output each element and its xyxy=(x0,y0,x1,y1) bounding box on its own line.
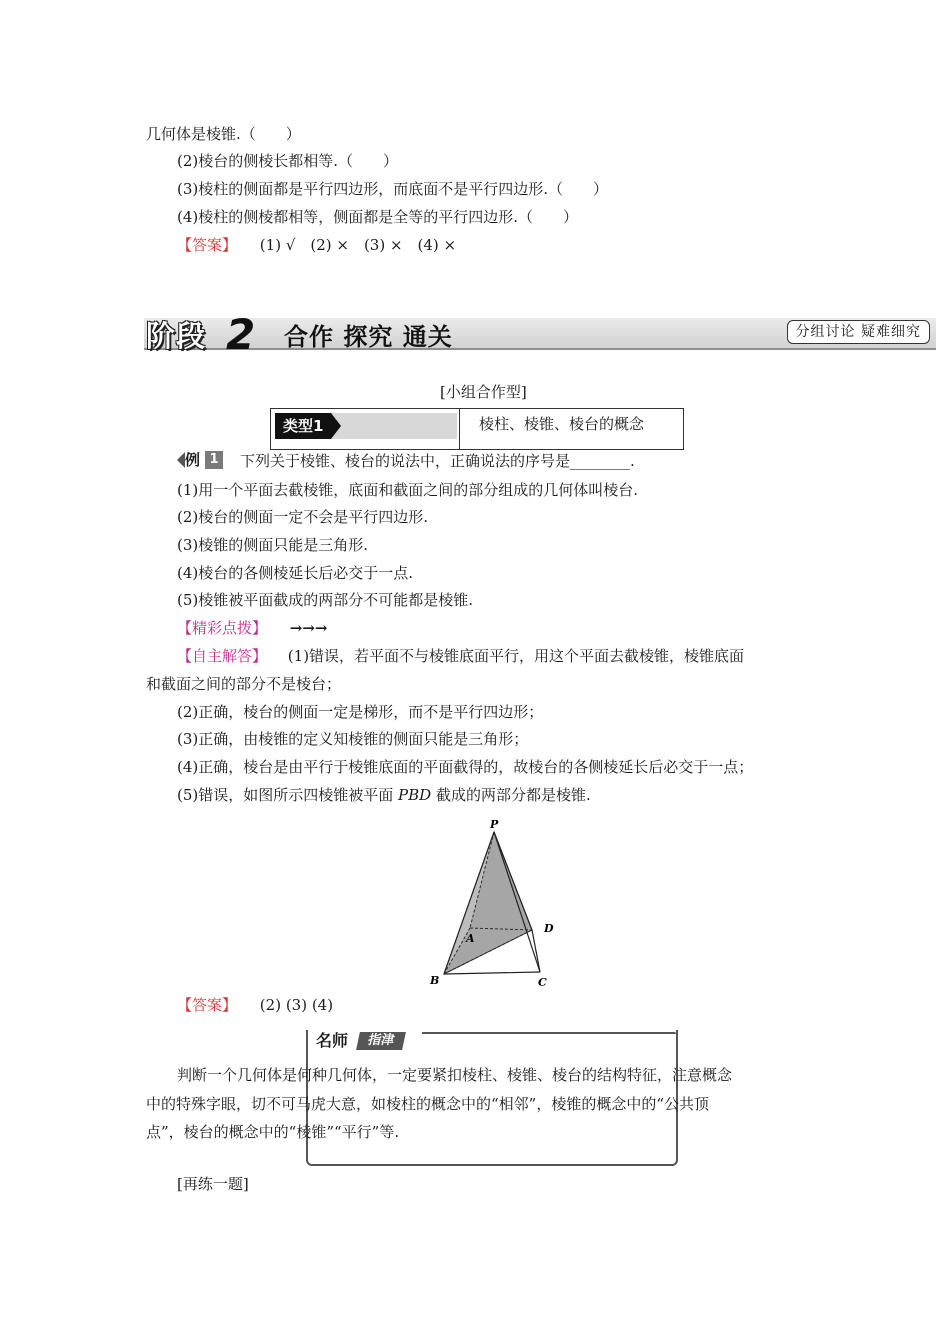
type-box xyxy=(270,408,684,450)
tip-topline xyxy=(422,1032,676,1034)
pyramid-figure xyxy=(424,814,576,990)
teacher-tip-line: 判断一个几何体是何种几何体，一定要紧扣棱柱、棱锥、棱台的结构特征，注意概念 xyxy=(177,1066,733,1084)
example-tag xyxy=(177,450,227,470)
edge-bc xyxy=(444,972,540,974)
solution-first-text: (1)错误，若平面不与棱锥底面平行，用这个平面去截棱锥，棱锥底面 xyxy=(287,647,745,665)
label-c: C xyxy=(538,976,547,989)
solution-line: (2)正确，棱台的侧面一定是梯形，而不是平行四边形； xyxy=(177,703,544,721)
solution-last xyxy=(177,785,591,805)
type-divider xyxy=(459,409,460,449)
example-item: (2)棱台的侧面一定不会是平行四边形. xyxy=(177,508,429,526)
solution-first xyxy=(177,646,744,666)
example-wedge-icon xyxy=(177,452,185,468)
example-item: (4)棱台的各侧棱延长后必交于一点. xyxy=(177,564,414,582)
example-number: 1 xyxy=(205,451,223,469)
group-label: [小组合作型] xyxy=(440,383,527,401)
stage-number: 2 xyxy=(226,310,256,359)
stage-word: 阶段 xyxy=(146,319,207,353)
answer-text: (1) √ (2) × (3) × (4) × xyxy=(259,236,457,254)
stage-title: 合作 探究 通关 xyxy=(284,322,453,351)
stage-tag: 分组讨论 疑难细究 xyxy=(787,320,930,344)
text-line-top-4: (4)棱柱的侧棱都相等，侧面都是全等的平行四边形.（ ） xyxy=(177,208,579,226)
label-d: D xyxy=(544,922,554,935)
label-p: P xyxy=(490,818,499,831)
type-arrow-icon xyxy=(331,413,341,439)
solution-last-pre: (5)错误，如图所示四棱锥被平面 xyxy=(177,786,399,804)
tip-head-badge: 指津 xyxy=(356,1032,406,1050)
example-word: 例 xyxy=(185,451,201,469)
tip-tag: 【精彩点拨】 xyxy=(177,619,268,637)
teacher-tip-line: 中的特殊字眼，切不可马虎大意，如棱柱的概念中的“相邻”，棱锥的概念中的“公共顶 xyxy=(146,1095,710,1113)
stage-banner xyxy=(144,310,936,359)
solution-line: (3)正确，由棱锥的定义知棱锥的侧面只能是三角形； xyxy=(177,730,529,748)
answer-1 xyxy=(177,235,456,255)
example-question: 下列关于棱锥、棱台的说法中，正确说法的序号是________. xyxy=(240,452,635,470)
answer-text: (2) (3) (4) xyxy=(259,996,334,1014)
solution-line: (4)正确，棱台是由平行于棱锥底面的平面截得的，故棱台的各侧棱延长后必交于一点； xyxy=(177,758,754,776)
answer-tag: 【答案】 xyxy=(177,996,238,1014)
solution-tag: 【自主解答】 xyxy=(177,647,268,665)
text-line-top-1: 几何体是棱锥.（ ） xyxy=(146,125,301,143)
solution-last-post: 截成的两部分都是棱锥. xyxy=(431,786,591,804)
label-b: B xyxy=(430,974,440,987)
text-line-top-2: (2)棱台的侧棱长都相等.（ ） xyxy=(177,152,399,170)
answer-tag: 【答案】 xyxy=(177,236,238,254)
example-item: (1)用一个平面去截棱锥，底面和截面之间的部分组成的几何体叫棱台. xyxy=(177,481,639,499)
type-title: 棱柱、棱锥、棱台的概念 xyxy=(479,415,645,433)
label-a: A xyxy=(466,932,475,945)
tip-head-main: 名师 xyxy=(316,1031,349,1050)
teacher-tip-line: 点”，棱台的概念中的“棱锥”“平行”等. xyxy=(146,1123,400,1141)
practice-label: [再练一题] xyxy=(177,1175,249,1193)
type-tag: 类型1 xyxy=(275,413,331,439)
tip-arrows: →→→ xyxy=(289,619,328,637)
text-line-top-3: (3)棱柱的侧面都是平行四边形，而底面不是平行四边形.（ ） xyxy=(177,180,609,198)
answer-2 xyxy=(177,995,333,1015)
solution-last-italic: PBD xyxy=(398,786,432,804)
solution-first-cont: 和截面之间的部分不是棱台； xyxy=(146,675,342,693)
example-item: (5)棱锥被平面截成的两部分不可能都是棱锥. xyxy=(177,591,474,609)
example-item: (3)棱锥的侧面只能是三角形. xyxy=(177,536,369,554)
type-label-bg xyxy=(275,413,457,439)
tip-line xyxy=(177,618,328,638)
